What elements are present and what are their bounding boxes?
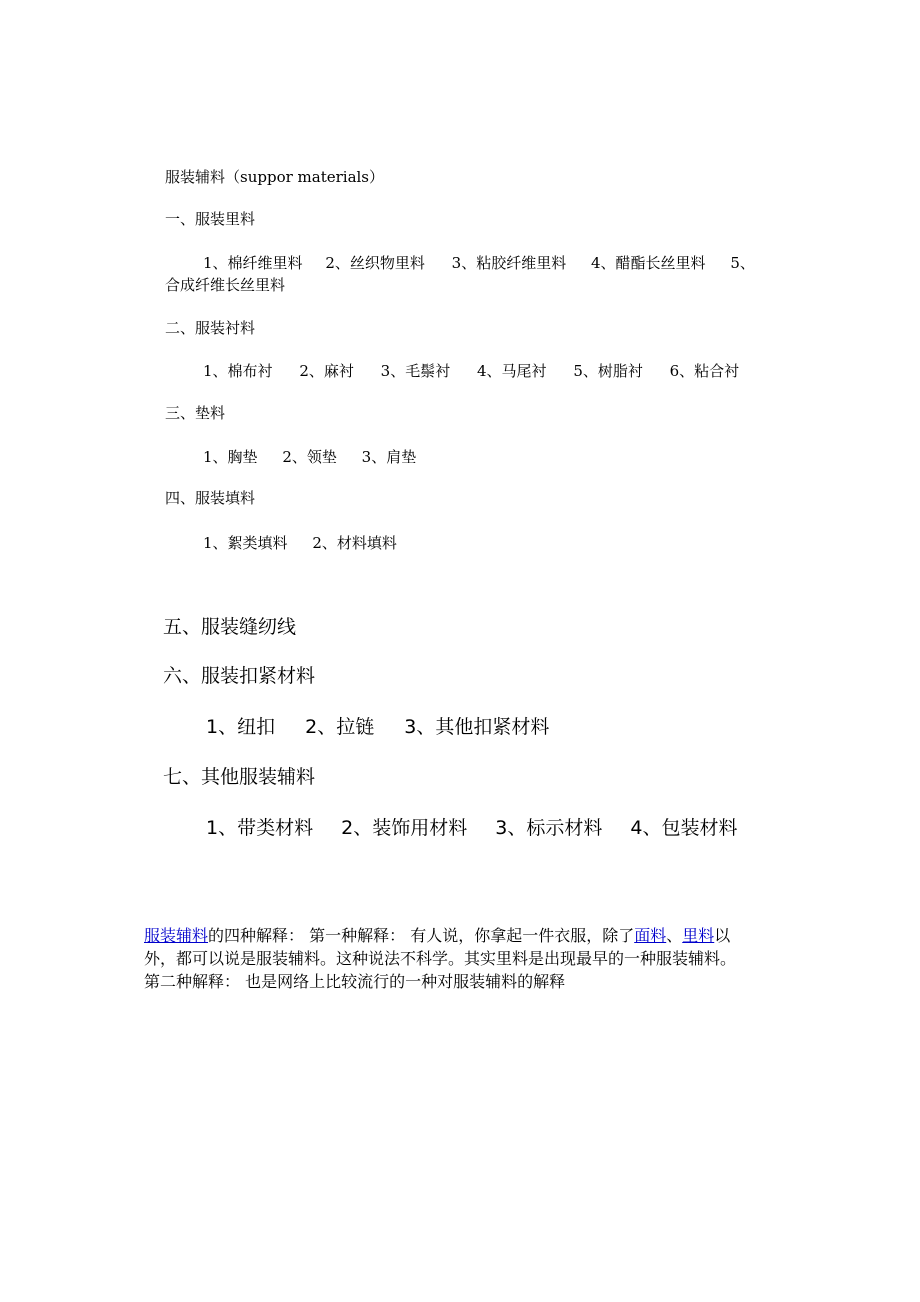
section-heading-filling: 四、服装填料: [165, 489, 256, 507]
list-item: 4、包装材料: [630, 817, 738, 839]
section-heading-lining: 一、服装里料: [165, 210, 256, 228]
filling-items-row: [203, 536, 397, 551]
list-item: 2、丝织物里料: [325, 254, 425, 272]
fasteners-items-row: [206, 718, 549, 737]
list-item: 1、带类材料: [206, 817, 314, 839]
interlining-items-row: [203, 364, 739, 379]
list-item: 5、树脂衬: [573, 362, 643, 380]
list-item: 3、粘胶纤维里料: [451, 254, 567, 272]
section-heading-thread: 五、服装缝纫线: [163, 616, 297, 638]
list-item: 2、领垫: [282, 448, 337, 466]
explanation-paragraph: [144, 924, 760, 993]
paragraph-text: 的四种解释： 第一种解释： 有人说，你拿起一件衣服，除了: [208, 926, 635, 945]
list-item: 3、肩垫: [361, 448, 417, 466]
list-item: 2、麻衬: [299, 362, 354, 380]
lining-items-row: [203, 256, 755, 271]
list-item: 3、其他扣紧材料: [404, 716, 550, 738]
list-item: 4、马尾衬: [476, 362, 547, 380]
section-heading-other: 七、其他服装辅料: [163, 766, 316, 788]
section-heading-padding: 三、垫料: [165, 404, 226, 422]
list-item: 1、纽扣: [206, 716, 276, 738]
list-item: 3、标示材料: [495, 817, 603, 839]
link-lining[interactable]: 里料: [682, 926, 715, 945]
list-item: 2、拉链: [305, 716, 375, 738]
section-heading-fasteners: 六、服装扣紧材料: [163, 665, 316, 687]
list-item: 5、: [730, 254, 755, 272]
list-item: 1、棉布衬: [203, 362, 273, 380]
list-item: 4、醋酯长丝里料: [590, 254, 706, 272]
list-item: 1、棉纤维里料: [203, 254, 303, 272]
section-heading-interlining: 二、服装衬料: [165, 319, 256, 337]
second-explanation: 第二种解释： 也是网络上比较流行的一种对服装辅料的解释: [144, 972, 566, 991]
separator: 、: [666, 926, 683, 945]
padding-items-row: [203, 450, 416, 465]
list-item: 合成纤维长丝里料: [165, 276, 286, 294]
list-item: 3、毛鬃衬: [380, 362, 451, 380]
list-item: 6、粘合衬: [669, 362, 740, 380]
list-item: 2、装饰用材料: [341, 817, 468, 839]
list-item: 1、胸垫: [203, 448, 258, 466]
link-fabric[interactable]: 面料: [634, 926, 667, 945]
paragraph-text: 以外，都可以说是服装辅料。这种说法不科学。其实里料是出现最早的一种服装辅料。: [144, 926, 737, 968]
list-item: 2、材料填料: [312, 534, 397, 552]
link-clothing-accessories[interactable]: 服装辅料: [144, 926, 209, 945]
list-item: 1、絮类填料: [203, 534, 288, 552]
other-items-row: [206, 819, 738, 838]
document-title: 服装辅料（suppor materials）: [165, 168, 385, 186]
lining-items-row-wrap: [165, 278, 285, 293]
